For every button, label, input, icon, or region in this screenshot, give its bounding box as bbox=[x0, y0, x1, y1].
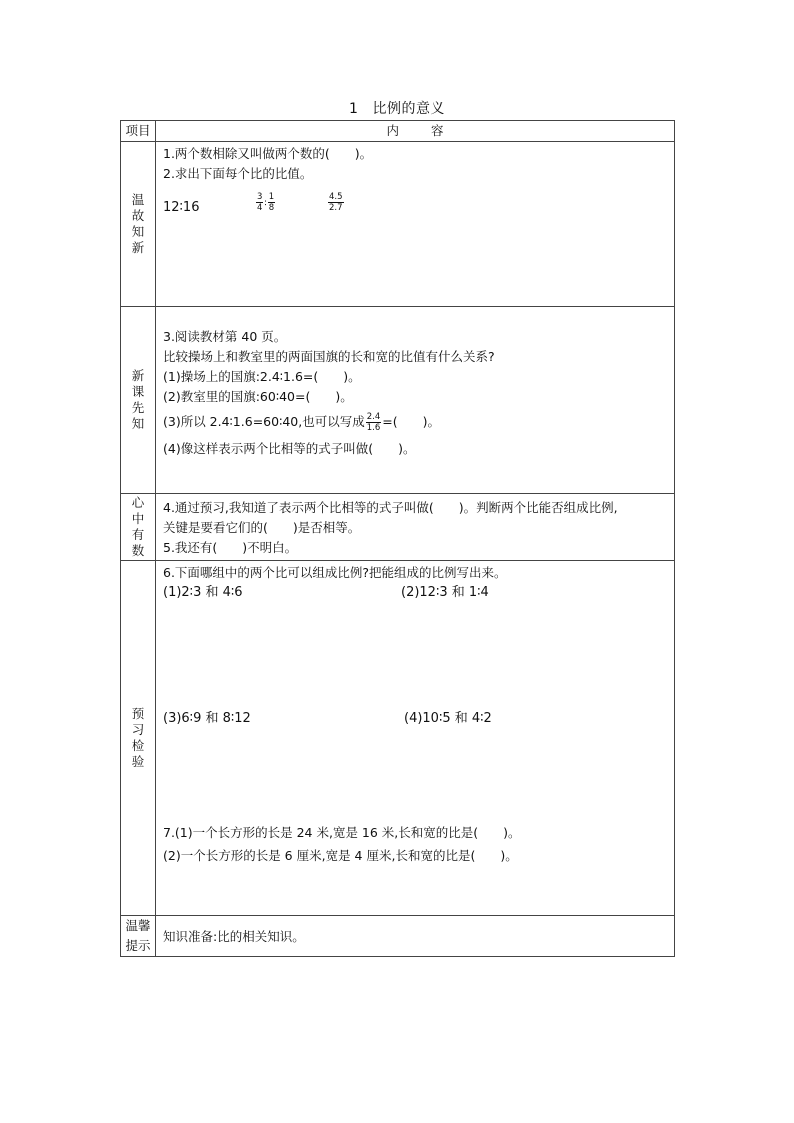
label-char: 数 bbox=[131, 543, 145, 558]
pair-row-1 bbox=[163, 583, 674, 603]
label-char: 新 bbox=[131, 240, 145, 255]
preview-section-row bbox=[121, 307, 675, 494]
tip-section-content bbox=[156, 916, 675, 957]
pair-row-2 bbox=[163, 709, 674, 729]
table-header-row bbox=[121, 121, 675, 142]
label-char: 温 bbox=[131, 192, 145, 207]
label-char: 心 bbox=[131, 495, 145, 510]
header-content-cell bbox=[156, 121, 675, 142]
step-1: (1)操场上的国旗:2.4∶1.6=( )。 bbox=[163, 369, 361, 384]
label-text: 温馨 bbox=[125, 918, 151, 933]
ratio-fraction-pair bbox=[255, 192, 276, 213]
section-number: 1 bbox=[349, 101, 359, 117]
tip-section-row bbox=[121, 916, 675, 957]
preview-section-label bbox=[121, 307, 156, 494]
review-section-label bbox=[121, 142, 156, 307]
header-label-cell bbox=[121, 121, 156, 142]
check-section-row bbox=[121, 561, 675, 916]
page-title bbox=[0, 98, 794, 118]
summary-section-content bbox=[156, 494, 675, 561]
header-content-label-1: 内 bbox=[386, 123, 399, 138]
label-char: 知 bbox=[131, 416, 145, 431]
label-char: 课 bbox=[131, 384, 145, 399]
question-7-1: 7.(1)一个长方形的长是 24 米,宽是 16 米,长和宽的比是( )。 bbox=[163, 825, 521, 840]
question-3: 3.阅读教材第 40 页。 bbox=[163, 329, 287, 344]
step-3-blank: =( )。 bbox=[382, 414, 440, 429]
question-2: 2.求出下面每个比的比值。 bbox=[163, 166, 313, 181]
review-section-row bbox=[121, 142, 675, 307]
step-2: (2)教室里的国旗:60∶40=( )。 bbox=[163, 389, 353, 404]
header-item-label: 项目 bbox=[125, 123, 151, 138]
pair-2: (2)12∶3 和 1∶4 bbox=[401, 585, 489, 600]
ratio-list bbox=[163, 190, 674, 236]
pair-4: (4)10∶5 和 4∶2 bbox=[404, 711, 492, 726]
label-text: 提示 bbox=[125, 938, 151, 953]
section-title: 比例的意义 bbox=[372, 101, 445, 117]
ratio-12-16: 12∶16 bbox=[163, 200, 200, 215]
question-4-line-2: 关键是要看它们的( )是否相等。 bbox=[163, 520, 361, 535]
question-7-2: (2)一个长方形的长是 6 厘米,宽是 4 厘米,长和宽的比是( )。 bbox=[163, 848, 518, 863]
label-char: 故 bbox=[131, 208, 145, 223]
ratio-decimal-fraction bbox=[327, 192, 345, 213]
pair-3: (3)6∶9 和 8∶12 bbox=[163, 711, 251, 726]
summary-section-row bbox=[121, 494, 675, 561]
question-4-line-1: 4.通过预习,我知道了表示两个比相等的式子叫做( )。判断两个比能否组成比例, bbox=[163, 500, 618, 515]
summary-section-label bbox=[121, 494, 156, 561]
question-3-sub: 比较操场上和教室里的两面国旗的长和宽的比值有什么关系? bbox=[163, 349, 495, 364]
answer-space-1 bbox=[163, 603, 674, 709]
answer-space-2 bbox=[163, 729, 674, 823]
question-1: 1.两个数相除又叫做两个数的( )。 bbox=[163, 146, 373, 161]
preview-section-content bbox=[156, 307, 675, 494]
tip-section-label bbox=[121, 916, 156, 957]
label-char: 中 bbox=[131, 511, 145, 526]
review-section-content bbox=[156, 142, 675, 307]
check-section-content bbox=[156, 561, 675, 916]
label-char: 先 bbox=[131, 400, 145, 415]
label-char: 有 bbox=[131, 527, 145, 542]
tip-text: 知识准备:比的相关知识。 bbox=[163, 929, 305, 944]
fraction: $\frac{3}{4}$ bbox=[257, 192, 263, 213]
fraction: $\frac{2.4}{1.6}$ bbox=[366, 412, 381, 433]
label-char: 知 bbox=[131, 224, 145, 239]
fraction: $\frac{1}{8}$ bbox=[268, 192, 275, 213]
label-char: 习 bbox=[131, 722, 145, 737]
header-content-label-2: 容 bbox=[431, 123, 444, 138]
pair-1: (1)2∶3 和 4∶6 bbox=[163, 585, 243, 600]
label-char: 检 bbox=[131, 738, 145, 753]
worksheet-table bbox=[120, 120, 675, 957]
check-section-label bbox=[121, 561, 156, 916]
label-char: 新 bbox=[131, 368, 145, 383]
step-4: (4)像这样表示两个比相等的式子叫做( )。 bbox=[163, 441, 416, 456]
step-3 bbox=[163, 407, 674, 437]
label-char: 验 bbox=[131, 754, 145, 769]
label-char: 预 bbox=[131, 706, 145, 721]
ratio-separator: ∶ bbox=[264, 199, 267, 209]
fraction: $\frac{4.5}{2.7}$ bbox=[329, 192, 343, 213]
step-3-text: (3)所以 2.4∶1.6=60∶40,也可以写成 bbox=[163, 414, 365, 429]
question-6: 6.下面哪组中的两个比可以组成比例?把能组成的比例写出来。 bbox=[163, 565, 507, 580]
question-5: 5.我还有( )不明白。 bbox=[163, 540, 298, 555]
